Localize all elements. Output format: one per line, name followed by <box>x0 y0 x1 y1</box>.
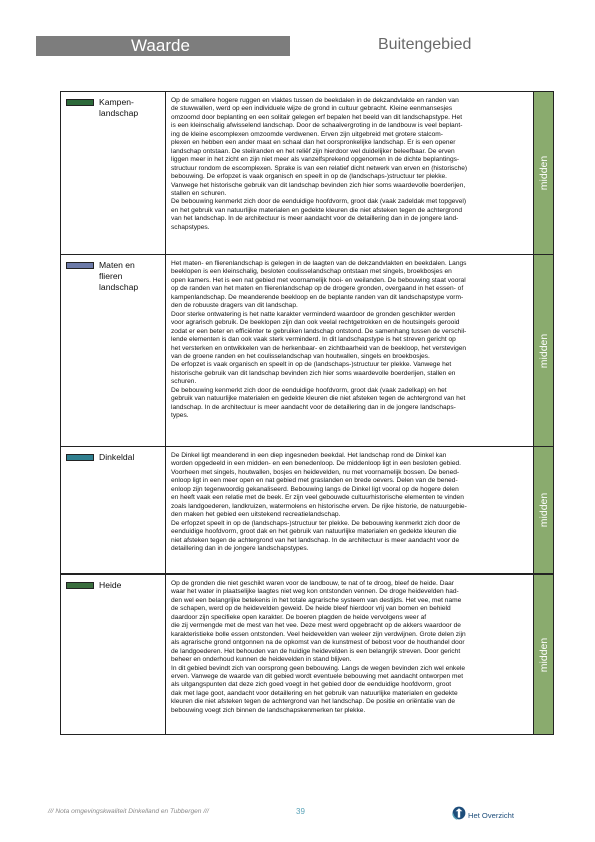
zone-cell <box>533 92 553 254</box>
page-number: 39 <box>296 807 305 816</box>
footer-brand: Het Overzicht <box>468 811 514 820</box>
legend-swatch <box>66 99 94 106</box>
description-cell <box>166 447 534 573</box>
zone-cell <box>533 255 553 446</box>
footer-suffix: /// <box>203 808 209 815</box>
section-title: Waarde <box>36 36 290 56</box>
description-cell <box>166 575 534 734</box>
footer-title: Nota omgevingskwaliteit Dinkelland en Tubbergen <box>55 808 202 815</box>
table-row <box>60 91 554 255</box>
description-text: Op de smallere hogere ruggen en vlaktes tussen de beekdalen in de dekzandvlakte en randen van de stuwwallen, werd op een individuele wijze de grond in cultuur gebracht. Kleine eenmansesjes omzoomd door beplanting en een solitair gelegen erf bepalen het beeld van dit landschapstype. Het is een kleinschalig afwisselend landschap. Door de schaalvergroting in de landbouw is veel beplant- ing de kleine escomplexen omzoomde verdwenen. Erven zijn uitgebreid met grotere stalcom- plexen en hebben een ander maat en schaal dan het oorspronkelijke landschap. Er is een opener landschap ontstaan. De steilranden en het reliëf zijn hierdoor wel duidelijker beleefbaar. De erven liggen meer in het zicht en zijn niet meer als vanzelfsprekend opgenomen in de dichte beplantings- structuur rondom de escomplexen. Sprake is van een relatief dicht netwerk van erven en (historische) bebouwing. De erfopzet is vaak organisch en speelt in op de (landschaps-)structuur ter plekke. Vanwege het historische gebruik van dit landschap bevinden zich hier soms waardevolle boerderijen, stallen en schuren. De bebouwing kenmerkt zich door de eenduidige hoofdvorm, groot dak (vaak zadeldak met topgevel) en het gebruik van natuurlijke materialen en gedekte kleuren die niet afsteken tegen de achtergrond van het landschap. In de architectuur is meer aandacht voor de detaillering dan in de jongere land- schapstypes. <box>171 97 468 231</box>
chapter-title: Buitengebied <box>378 36 472 53</box>
zone-label: midden <box>537 637 550 672</box>
landscape-type-label: Dinkeldal <box>99 452 135 462</box>
zone-label: midden <box>537 492 550 528</box>
description-text: Op de gronden die niet geschikt waren voor de landbouw, te nat of te droog, bleef de heide. Daar waar het water in plaatselijke laagtes niet weg kon ontstonden vennen. De droge heidevelden had- den wel een belangrijke betekenis in het totale agrarische systeem van destijds. Het vee, met name de schapen, werd op de heidevelden geweid. De heide bleef hierdoor vrij van bomen en behield daardoor zijn specifieke open karakter. De boeren plagden de heide vervolgens weer af die zij vermengde met de mest van het vee. Deze mest werd opgebracht op de akkers waardoor de karakteristieke bolle essen ontstonden. Veel heidevelden van weleer zijn verdwijnen. Grote delen zijn als agrarische grond ontgonnen na de opkomst van de kunstmest of bebost voor de houthandel door de landgoederen. Het behouden van de huidige heidevelden is een belangrijk streven. Door gericht beheer en onderhoud kunnen de heidevelden in stand blijven. In dit gebied bevindt zich van oorsprong geen bebouwing. Langs de wegen bevinden zich wel enkele erven. Vanwege de waarde van dit gebied wordt eventuele bebouwing met aandacht ontworpen met als uitgangspunten dat deze zich goed voegt in het gebied door de eenduidige hoofdvorm, groot dak met lage goot, aandacht voor detaillering en het gebruik van natuurlijke materialen en gedekte kleuren die niet afsteken tegen de achtergrond van het landschap. De positie en oriëntatie van de bebouwing voegt zich binnen de landschapskenmerken ter plekke. <box>171 580 466 714</box>
label-cell <box>61 255 166 446</box>
label-cell <box>61 447 166 573</box>
table-row <box>60 574 554 735</box>
het-overzicht-logo-icon <box>452 806 466 820</box>
landscape-type-label: Kampen- landschap <box>99 97 139 118</box>
zone-cell <box>533 447 553 573</box>
description-text: Het maten- en flierenlandschap is gelegen in de laagten van de dekzandvlakten en beekdalen. Langs beeklopen is een kleinschalig, besloten coulisselandschap ontstaan met singels, broekbosjes en open kamers. Het is een nat gebied met voornamelijk hooi- en weilanden. De bebouwing staat vooral op de randen van het maten en flierenlandschap op de drogere gronden, overgaand in het essen- of kampenlandschap. De meanderende beekloop en de beplante randen van dit landschapstype vorm- den de robuuste dragers van dit landschap. Door sterke ontwatering is het natte karakter verminderd waardoor de gronden geschikter werden voor agrarisch gebruik. De beeklopen zijn dan ook veelal rechtgetrokken en de houtsingels gerooid zodat er een beter en efficiënter te gebruiken landschap ontstond. De samenhang tussen de verschil- lende elementen is dan ook vaak sterk verminderd. In dit landschapstype is het streven gericht op het versterken en ontwikkelen van de herkenbaar- en zichtbaarheid van de beekloop, het verstevigen van de groene randen en het coulisselandschap van houtwallen, singels en broekbosjes. De erfopzet is vaak organisch en speelt in op de (landschaps-)structuur ter plekke. Vanwege het historische gebruik van dit landschap bevinden zich hier soms waardevolle boerderijen, stallen en schuren. De bebouwing kenmerkt zich door de eenduidige hoofdvorm, groot dak (vaak zadelkap) en het gebruik van natuurlijke materialen en gedekte kleuren die niet afsteken tegen de achtergrond van het landschap. In de architectuur is meer aandacht voor de detaillering dan in de jongere landschaps- types. <box>171 260 467 420</box>
landscape-type-label: Heide <box>99 580 122 590</box>
zone-label: midden <box>537 155 550 191</box>
legend-swatch <box>66 582 94 589</box>
description-cell <box>166 255 534 446</box>
table-row <box>60 446 554 574</box>
footer-prefix: /// <box>48 808 54 815</box>
zone-cell <box>533 575 553 734</box>
description-text: De Dinkel ligt meanderend in een diep ingesneden beekdal. Het landschap rond de Dinkel kan worden opgedeeld in een midden- en een benedenloop. De middenloop ligt in een besloten gebied. Voorheen met singels, houtwallen, bosjes en heidevelden, nu met voornamelijk bossen. De bened- enloop ligt in een meer open en nat gebied met graslanden en brede oevers. Delen van de bened- enloop zijn tegenwoordig gekanaliseerd. Bebouwing langs de Dinkel ligt vooral op de hogere delen en heeft vaak een relatie met de beek. Er zijn veel gebouwde cultuurhistorische elementen te vinden zoals landgoederen, landkruizen, watermolens en historische erven. De rijke historie, de natuurgebie- den maken het gebied een uitstekend recreatielandschap. De erfopzet speelt in op de (landschaps-)structuur ter plekke. De bebouwing kenmerkt zich door de eenduidige hoofdvorm, groot dak en het gebruik van natuurlijke materialen en gedekte kleuren die niet afsteken tegen de achtergrond van het landschap. In de architectuur is meer aandacht voor de detaillering dan in de jongere landschapstypes. <box>171 452 467 552</box>
label-cell <box>61 575 166 734</box>
description-cell <box>166 92 534 254</box>
table-row <box>60 254 554 447</box>
zone-label: midden <box>537 333 550 368</box>
landscape-type-label: Maten en flieren landschap <box>99 260 139 292</box>
legend-swatch <box>66 454 94 461</box>
footer-document-title <box>48 808 209 815</box>
legend-swatch <box>66 262 94 269</box>
label-cell <box>61 92 166 254</box>
